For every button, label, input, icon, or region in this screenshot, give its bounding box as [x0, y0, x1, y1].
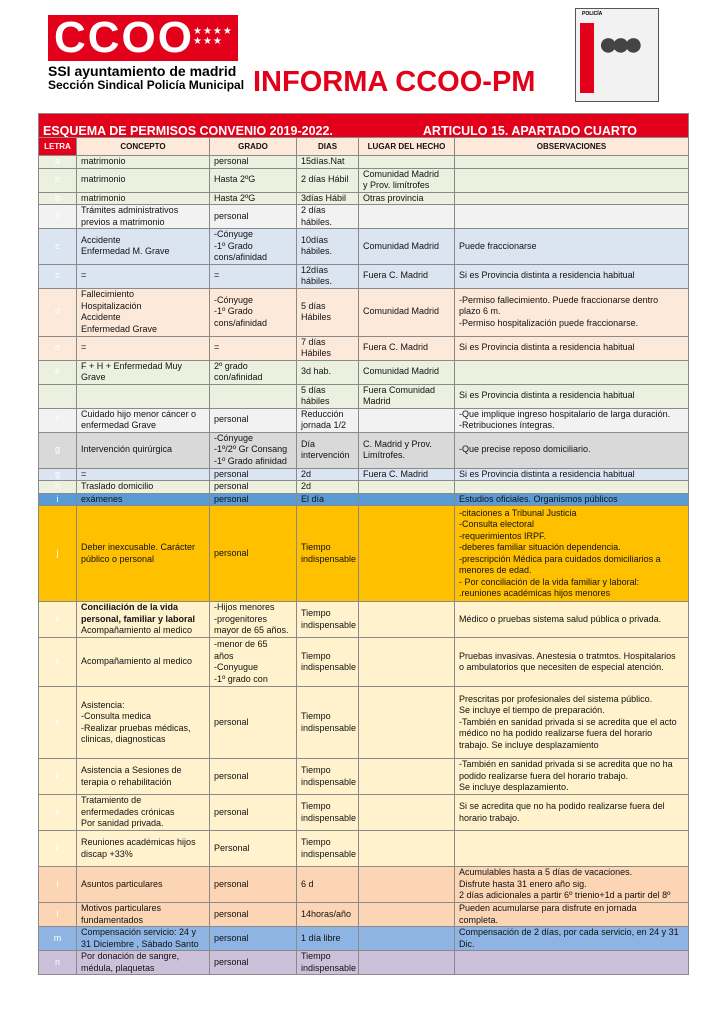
table-row [39, 687, 689, 759]
cell-lugar: Comunidad Madrid [359, 288, 455, 336]
cell-letra: c [39, 264, 77, 288]
cell-concepto: F + H + Enfermedad Muy Grave [77, 360, 210, 384]
cell-grado: -Cónyuge -1º Grado cons/afinidad [210, 288, 297, 336]
col-header-letra: LETRA [39, 138, 77, 156]
cell-concepto: matrimonio [77, 156, 210, 169]
table-row [39, 602, 689, 638]
cell-concepto: Asistencia: -Consulta medica -Realizar pruebas médicas, clinicas, diagnosticas [77, 687, 210, 759]
cell-lugar [359, 602, 455, 638]
cell-dias: 10días hábiles. [297, 229, 359, 265]
cell-letra: h [39, 481, 77, 494]
cell-grado: personal [210, 205, 297, 229]
madrid-stars-icon: ★★★★ ★★★ [193, 26, 233, 47]
cell-letra: k [39, 638, 77, 687]
cell-grado: -Cónyuge -1º/2º Gr Consang -1º Grado afinidad [210, 432, 297, 468]
cell-dias: 2 días Hábil [297, 168, 359, 192]
cell-concepto: = [77, 336, 210, 360]
cell-grado: -menor de 65 años -Conyugue -1º grado con [210, 638, 297, 687]
table-row [39, 336, 689, 360]
cell-lugar [359, 408, 455, 432]
table-row [39, 867, 689, 903]
cell-grado: personal [210, 795, 297, 831]
cell-concepto: Compensación servicio: 24 y 31 Diciembre , Sábado Santo [77, 927, 210, 951]
cell-concepto: = [77, 264, 210, 288]
cell-dias: 2d [297, 468, 359, 481]
table-row [39, 759, 689, 795]
cell-letra: c [39, 229, 77, 265]
col-header-grado: GRADO [210, 138, 297, 156]
cell-dias: 2 días hábiles. [297, 205, 359, 229]
cell-lugar [359, 951, 455, 975]
cell-dias: Reducción jornada 1/2 [297, 408, 359, 432]
cell-grado: personal [210, 951, 297, 975]
cell-dias: Tiempo indispensable [297, 687, 359, 759]
cell-concepto: Acompañamiento al medico [77, 638, 210, 687]
col-header-lugar: LUGAR DEL HECHO [359, 138, 455, 156]
cell-grado: personal [210, 867, 297, 903]
cell-obs [455, 951, 689, 975]
cell-concepto: Trámites administrativos previos a matrimonio [77, 205, 210, 229]
cell-grado: = [210, 336, 297, 360]
table-row [39, 432, 689, 468]
table-row [39, 927, 689, 951]
cell-obs: Puede fraccionarse [455, 229, 689, 265]
cell-letra [39, 384, 77, 408]
cell-lugar [359, 481, 455, 494]
table-row [39, 360, 689, 384]
org-section: Sección Sindical Policía Municipal [48, 78, 245, 92]
cell-letra: k [39, 687, 77, 759]
cell-grado: Hasta 2ºG [210, 192, 297, 205]
cell-grado: personal [210, 927, 297, 951]
table-row [39, 951, 689, 975]
cell-grado: personal [210, 903, 297, 927]
cell-grado: personal [210, 156, 297, 169]
cell-obs: -Permiso fallecimiento. Puede fraccionarse dentro plazo 6 m. -Permiso hospitalización puede fraccionarse. [455, 288, 689, 336]
badge-red-strip [580, 23, 594, 93]
cell-obs: Estudios oficiales. Organismos públicos [455, 493, 689, 506]
cell-dias: Día intervención [297, 432, 359, 468]
cell-concepto: Accidente Enfermedad M. Grave [77, 229, 210, 265]
cell-concepto: Por donación de sangre, médula, plaquetas [77, 951, 210, 975]
table-title-row [39, 114, 689, 138]
table-title: ESQUEMA DE PERMISOS CONVENIO 2019-2022. [43, 123, 333, 138]
cell-concepto: Traslado domicilio [77, 481, 210, 494]
cell-concepto: Intervención quirúrgica [77, 432, 210, 468]
cell-concepto: Cuidado hijo menor cáncer o enfermedad Grave [77, 408, 210, 432]
cell-letra: i [39, 493, 77, 506]
cell-lugar [359, 638, 455, 687]
table-row [39, 205, 689, 229]
cell-lugar [359, 867, 455, 903]
cell-obs: Médico o pruebas sistema salud pública o privada. [455, 602, 689, 638]
ccoo-logo-text: CCOO [54, 13, 194, 62]
cell-concepto: Deber inexcusable. Carácter público o personal [77, 506, 210, 602]
cell-lugar [359, 493, 455, 506]
cell-grado: personal [210, 408, 297, 432]
table-row [39, 168, 689, 192]
cell-concepto: Asistencia a Sesiones de terapia o rehabilitación [77, 759, 210, 795]
cell-dias: 5 días Hábiles [297, 288, 359, 336]
table-row [39, 795, 689, 831]
cell-lugar: Comunidad Madrid y Prov. limítrofes [359, 168, 455, 192]
cell-dias: Tiempo indispensable [297, 951, 359, 975]
cell-grado: -Hijos menores -progenitores mayor de 65 años. [210, 602, 297, 638]
cell-obs: Prescritas por profesionales del sistema público. Se incluye el tiempo de preparación. -También en sanidad privada si se acredita que el acto médico no ha podido realizarse fuera del horario trabajo. Se incluye desplazamiento [455, 687, 689, 759]
cell-lugar [359, 759, 455, 795]
cell-grado: personal [210, 506, 297, 602]
cell-lugar: Comunidad Madrid [359, 229, 455, 265]
cell-obs: Si es Provincia distinta a residencia habitual [455, 264, 689, 288]
cell-grado: personal [210, 481, 297, 494]
cell-grado: personal [210, 687, 297, 759]
cell-letra: m [39, 927, 77, 951]
cell-dias: Tiempo indispensable [297, 506, 359, 602]
permits-table [38, 113, 689, 975]
cell-obs [455, 360, 689, 384]
cell-dias: 5 días hábiles [297, 384, 359, 408]
cell-obs: Compensación de 2 días, por cada servicio, en 24 y 31 Dic. [455, 927, 689, 951]
cell-letra: j [39, 506, 77, 602]
cell-lugar: Fuera C. Madrid [359, 336, 455, 360]
table-row [39, 638, 689, 687]
cell-lugar [359, 795, 455, 831]
police-badge-logo [575, 8, 659, 102]
badge-label: POLICÍA [582, 11, 603, 17]
cell-obs [455, 156, 689, 169]
cell-obs: Pruebas invasivas. Anestesia o tratmtos. Hospitalarios o ambulatorios que necesiten de especial atención. [455, 638, 689, 687]
cell-letra: k [39, 795, 77, 831]
cell-letra: b [39, 168, 77, 192]
table-row [39, 831, 689, 867]
cell-obs [455, 192, 689, 205]
cell-concepto: matrimonio [77, 192, 210, 205]
cell-concepto: exámenes [77, 493, 210, 506]
cell-concepto: Motivos particulares fundamentados [77, 903, 210, 927]
col-header-observaciones: OBSERVACIONES [455, 138, 689, 156]
cell-letra: l [39, 867, 77, 903]
table-row [39, 506, 689, 602]
cell-obs [455, 168, 689, 192]
col-header-concepto: CONCEPTO [77, 138, 210, 156]
cell-lugar [359, 903, 455, 927]
cell-obs: -También en sanidad privada si se acredita que no ha podido realizarse fuera del horario trabajo. Se incluye desplazamiento. [455, 759, 689, 795]
cell-concepto [77, 602, 210, 638]
cell-dias: 3días Hábil [297, 192, 359, 205]
table-row [39, 264, 689, 288]
cell-letra: a [39, 156, 77, 169]
cell-obs [455, 831, 689, 867]
table-row [39, 903, 689, 927]
table-row [39, 481, 689, 494]
cell-letra: g [39, 468, 77, 481]
cell-obs [455, 481, 689, 494]
cell-letra: b [39, 192, 77, 205]
cell-grado: 2º grado con/afinidad [210, 360, 297, 384]
cell-dias: El día [297, 493, 359, 506]
cell-concepto: Tratamiento de enfermedades crónicas Por sanidad privada. [77, 795, 210, 831]
cell-letra: k [39, 602, 77, 638]
cell-letra: g [39, 432, 77, 468]
cell-lugar [359, 205, 455, 229]
cell-dias: Tiempo indispensable [297, 638, 359, 687]
cell-dias: 15días.Nat [297, 156, 359, 169]
cell-lugar: Fuera C. Madrid [359, 468, 455, 481]
table-row [39, 229, 689, 265]
cell-concepto: matrimonio [77, 168, 210, 192]
col-header-dias: DIAS [297, 138, 359, 156]
cell-lugar [359, 156, 455, 169]
cell-concepto: = [77, 468, 210, 481]
cell-dias: Tiempo indispensable [297, 759, 359, 795]
cell-obs: Si es Provincia distinta a residencia habitual [455, 468, 689, 481]
cell-grado: personal [210, 759, 297, 795]
cell-letra: h [39, 205, 77, 229]
cell-letra: k [39, 831, 77, 867]
cell-dias: 3d hab. [297, 360, 359, 384]
cell-concepto: Asuntos particulares [77, 867, 210, 903]
cell-lugar: Fuera C. Madrid [359, 264, 455, 288]
cell-grado: Hasta 2ºG [210, 168, 297, 192]
cell-dias: 1 día libre [297, 927, 359, 951]
table-article: ARTICULO 15. APARTADO CUARTO [422, 123, 638, 138]
org-name: SSI ayuntamiento de madrid [48, 63, 237, 79]
cell-obs: Acumulables hasta a 5 días de vacaciones. Disfrute hasta 31 enero año sig. 2 días adicionales a partir 6º trienio+1d a partir del 8º [455, 867, 689, 903]
table-row [39, 156, 689, 169]
cell-concepto: Fallecimiento Hospitalización Accidente Enfermedad Grave [77, 288, 210, 336]
cell-obs: Pueden acumularse para disfrute en jornada completa. [455, 903, 689, 927]
table-row [39, 493, 689, 506]
cell-dias: Tiempo indispensable [297, 602, 359, 638]
cell-letra: f [39, 408, 77, 432]
cell-lugar: C. Madrid y Prov. Limítrofes. [359, 432, 455, 468]
cell-obs: Si se acredita que no ha podido realizarse fuera del horario trabajo. [455, 795, 689, 831]
table-row [39, 192, 689, 205]
police-silhouettes-icon: ●●● [598, 25, 636, 63]
cell-grado: = [210, 264, 297, 288]
cell-obs: -citaciones a Tribunal Justicia -Consulta electoral -requerimientos IRPF. -deberes familiar situación dependencia. -prescripción Médica para cuidados domiciliarios a menores de edad. - Por conciliación de la vida familiar y laboral: .reuniones académicas hijos menores [455, 506, 689, 602]
cell-obs [455, 205, 689, 229]
cell-dias: 2d [297, 481, 359, 494]
cell-obs: Si es Provincia distinta a residencia habitual [455, 384, 689, 408]
table-row [39, 384, 689, 408]
cell-grado: personal [210, 493, 297, 506]
cell-concepto: Reuniones académicas hijos discap +33% [77, 831, 210, 867]
cell-lugar: Otras provincia [359, 192, 455, 205]
cell-letra: d [39, 336, 77, 360]
cell-lugar [359, 927, 455, 951]
cell-grado [210, 384, 297, 408]
table-row [39, 468, 689, 481]
cell-letra: e [39, 360, 77, 384]
cell-dias: 14horas/año [297, 903, 359, 927]
cell-grado: personal [210, 468, 297, 481]
cell-dias: 7 días Hábiles [297, 336, 359, 360]
cell-lugar [359, 831, 455, 867]
cell-grado: Personal [210, 831, 297, 867]
cell-concepto-bold: Conciliación de la vida personal, familiar y laboral [81, 602, 196, 624]
cell-dias: Tiempo indispensable [297, 831, 359, 867]
cell-dias: 6 d [297, 867, 359, 903]
cell-letra: k [39, 759, 77, 795]
cell-concepto [77, 384, 210, 408]
cell-obs: Si es Provincia distinta a residencia habitual [455, 336, 689, 360]
cell-lugar: Comunidad Madrid [359, 360, 455, 384]
table-row [39, 408, 689, 432]
cell-grado: -Cónyuge -1º Grado cons/afinidad [210, 229, 297, 265]
cell-obs: -Que precise reposo domiciliario. [455, 432, 689, 468]
cell-letra: l [39, 903, 77, 927]
cell-dias: Tiempo indispensable [297, 795, 359, 831]
cell-obs: -Que implique ingreso hospitalario de larga duración. -Retribuciones íntegras. [455, 408, 689, 432]
cell-lugar: Fuera Comunidad Madrid [359, 384, 455, 408]
cell-letra: n [39, 951, 77, 975]
cell-dias: 12días hábiles. [297, 264, 359, 288]
cell-lugar [359, 506, 455, 602]
cell-lugar [359, 687, 455, 759]
page-title: INFORMA CCOO-PM [253, 66, 536, 98]
cell-concepto-text: Acompañamiento al medico [81, 625, 193, 636]
cell-letra: d [39, 288, 77, 336]
table-row [39, 288, 689, 336]
table-header-row [39, 138, 689, 156]
